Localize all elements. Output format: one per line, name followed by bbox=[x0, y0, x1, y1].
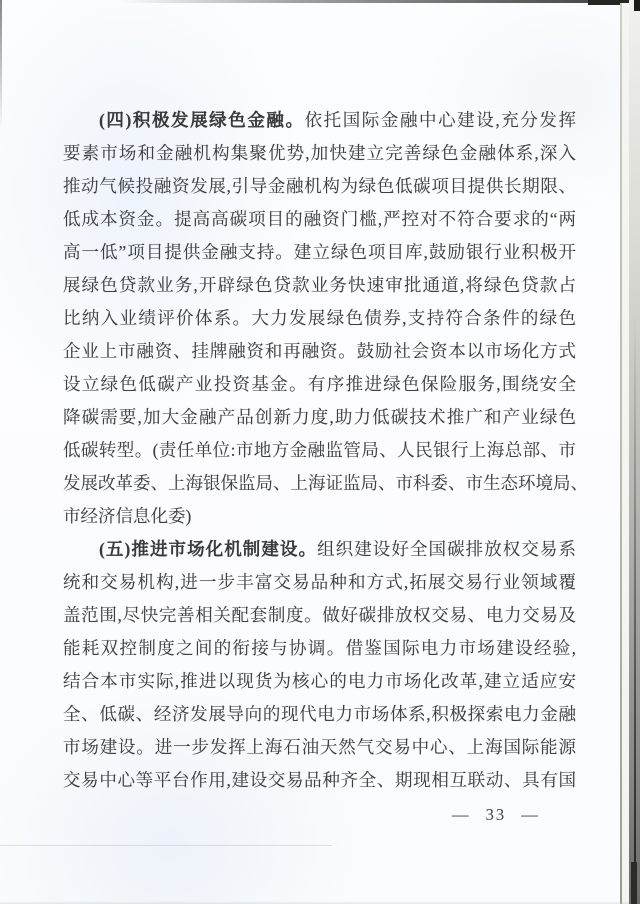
text-segment: 低碳转型。(责任单位:市地方金融监管局、人民银行上海总部、市 bbox=[63, 440, 576, 460]
text-line bbox=[63, 203, 576, 236]
text-line bbox=[63, 632, 576, 665]
text-line bbox=[63, 236, 576, 269]
scan-edge-top bbox=[120, 0, 640, 3]
text-segment: 依托国际金融中心建设,充分发挥 bbox=[304, 110, 577, 130]
text-line bbox=[63, 665, 576, 698]
text-line bbox=[63, 368, 576, 401]
text-line bbox=[63, 533, 576, 566]
section-heading: (五)推进市场化机制建设。 bbox=[99, 539, 318, 559]
text-segment: 高一低”项目提供金融支持。建立绿色项目库,鼓励银行业积极开 bbox=[63, 242, 576, 262]
text-segment: 全、低碳、经济发展导向的现代电力市场体系,积极探索电力金融 bbox=[63, 704, 576, 724]
scan-edge-right-dark-line bbox=[634, 316, 636, 904]
scan-edge-bottom-right bbox=[631, 862, 637, 904]
text-segment: 低成本资金。提高高碳项目的融资门槛,严控对不符合要求的“两 bbox=[63, 209, 576, 229]
scan-artifact-line bbox=[0, 845, 332, 846]
text-segment: 比纳入业绩评价体系。大力发展绿色债券,支持符合条件的绿色 bbox=[63, 308, 576, 328]
scan-page-edge-gap bbox=[622, 3, 629, 904]
text-segment: 交易中心等平台作用,建设交易品种齐全、期现相互联动、具有国 bbox=[63, 770, 576, 790]
text-segment: 发展改革委、上海银保监局、上海证监局、市科委、市生态环境局、 bbox=[63, 473, 588, 493]
text-line bbox=[63, 302, 576, 335]
text-line bbox=[63, 137, 576, 170]
text-line bbox=[63, 104, 576, 137]
text-segment: 设立绿色低碳产业投资基金。有序推进绿色保险服务,围绕安全 bbox=[63, 374, 576, 394]
text-line bbox=[63, 467, 588, 500]
text-line bbox=[63, 698, 576, 731]
text-line bbox=[63, 764, 576, 797]
text-line bbox=[63, 335, 576, 368]
text-segment: 统和交易机构,进一步丰富交易品种和方式,拓展交易行业领域覆 bbox=[63, 572, 576, 592]
text-line bbox=[63, 269, 576, 302]
text-line bbox=[63, 731, 576, 764]
text-segment: 企业上市融资、挂牌融资和再融资。鼓励社会资本以市场化方式 bbox=[63, 341, 576, 361]
text-segment: 降碳需要,加大金融产品创新力度,助力低碳技术推广和产业绿色 bbox=[63, 407, 576, 427]
document-body bbox=[63, 104, 588, 797]
text-line bbox=[63, 170, 576, 203]
scan-edge-corner-notch bbox=[634, 0, 640, 11]
text-segment: 市场建设。进一步发挥上海石油天然气交易中心、上海国际能源 bbox=[63, 737, 576, 757]
text-line bbox=[63, 566, 576, 599]
text-line bbox=[63, 500, 576, 533]
text-segment: 展绿色贷款业务,开辟绿色贷款业务快速审批通道,将绿色贷款占 bbox=[63, 275, 576, 295]
text-segment: 能耗双控制度之间的衔接与协调。借鉴国际电力市场建设经验, bbox=[63, 638, 576, 658]
text-segment: 组织建设好全国碳排放权交易系 bbox=[317, 539, 576, 559]
text-segment: 结合本市实际,推进以现货为核心的电力市场化改革,建立适应安 bbox=[63, 671, 576, 691]
text-line bbox=[63, 401, 576, 434]
text-line bbox=[63, 599, 576, 632]
text-segment: 盖范围,尽快完善相关配套制度。做好碳排放权交易、电力交易及 bbox=[63, 605, 576, 625]
text-segment: 市经济信息化委) bbox=[63, 506, 192, 526]
page-number: — 33 — bbox=[452, 805, 540, 824]
scan-edge-left bbox=[0, 0, 2, 130]
text-segment: 推动气候投融资发展,引导金融机构为绿色低碳项目提供长期限、 bbox=[63, 176, 576, 196]
text-line bbox=[63, 434, 576, 467]
text-segment: 要素市场和金融机构集聚优势,加快建立完善绿色金融体系,深入 bbox=[63, 143, 576, 163]
section-heading: (四)积极发展绿色金融。 bbox=[99, 110, 305, 130]
